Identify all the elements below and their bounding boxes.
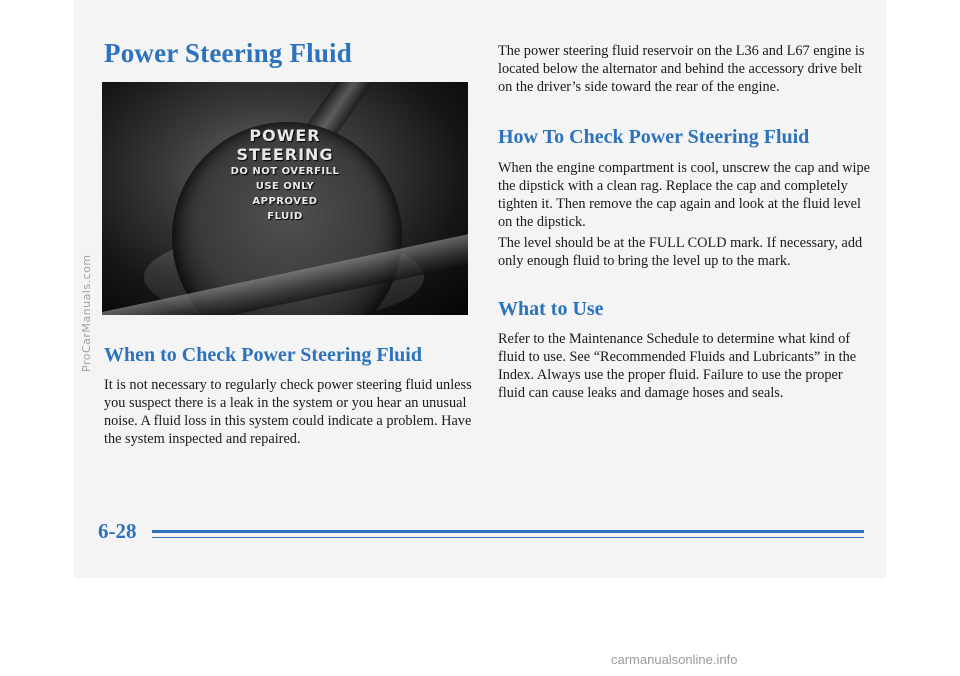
when-to-check-text: It is not necessary to regularly check power steering fluid unless you suspect there is a leak in the system or you hear an unusual noise. A fluid loss in this system could indicate a problem. Have the system inspected and repaired. [104,377,472,447]
cap-label [102,126,468,224]
cap-label-line1: POWER [249,126,321,145]
site-footer-link[interactable]: carmanualsonline.info [611,652,738,667]
manual-page [74,0,886,578]
cap-label-line6: FLUID [267,211,303,222]
cap-label-line4: USE ONLY [255,181,315,192]
cap-label-line3: DO NOT OVERFILL [230,166,340,177]
when-to-check-heading: When to Check Power Steering Fluid [104,344,422,366]
footer-rule-thick [152,530,864,533]
how-to-check-text: When the engine compartment is cool, unscrew the cap and wipe the dipstick with a clean rag. Replace the cap and completely tighten it. Then remove the cap again and look at the fluid level on the dipstick. [498,160,870,230]
footer-rule-thin [152,537,864,538]
reservoir-location-text: The power steering fluid reservoir on the L36 and L67 engine is located below the alternator and behind the accessory drive belt on the driver’s side toward the rear of the engine. [498,43,865,95]
page-number: 6-28 [98,519,137,543]
what-to-use-text: Refer to the Maintenance Schedule to determine what kind of fluid to use. See “Recommended Fluids and Lubricants” in the Index. Always use the proper fluid. Failure to use the proper fluid can cause leaks and damage hoses and seals. [498,331,857,401]
what-to-use-heading: What to Use [498,298,604,320]
how-to-check-heading: How To Check Power Steering Fluid [498,126,810,148]
power-steering-cap-photo [102,82,468,315]
page-title: Power Steering Fluid [104,38,352,68]
cap-label-line2: STEERING [236,145,334,164]
cap-label-line5: APPROVED [252,196,318,207]
full-cold-mark-text: The level should be at the FULL COLD mark. If necessary, add only enough fluid to bring the level up to the mark. [498,235,863,269]
watermark-text: ProCarManuals.com [80,254,93,372]
